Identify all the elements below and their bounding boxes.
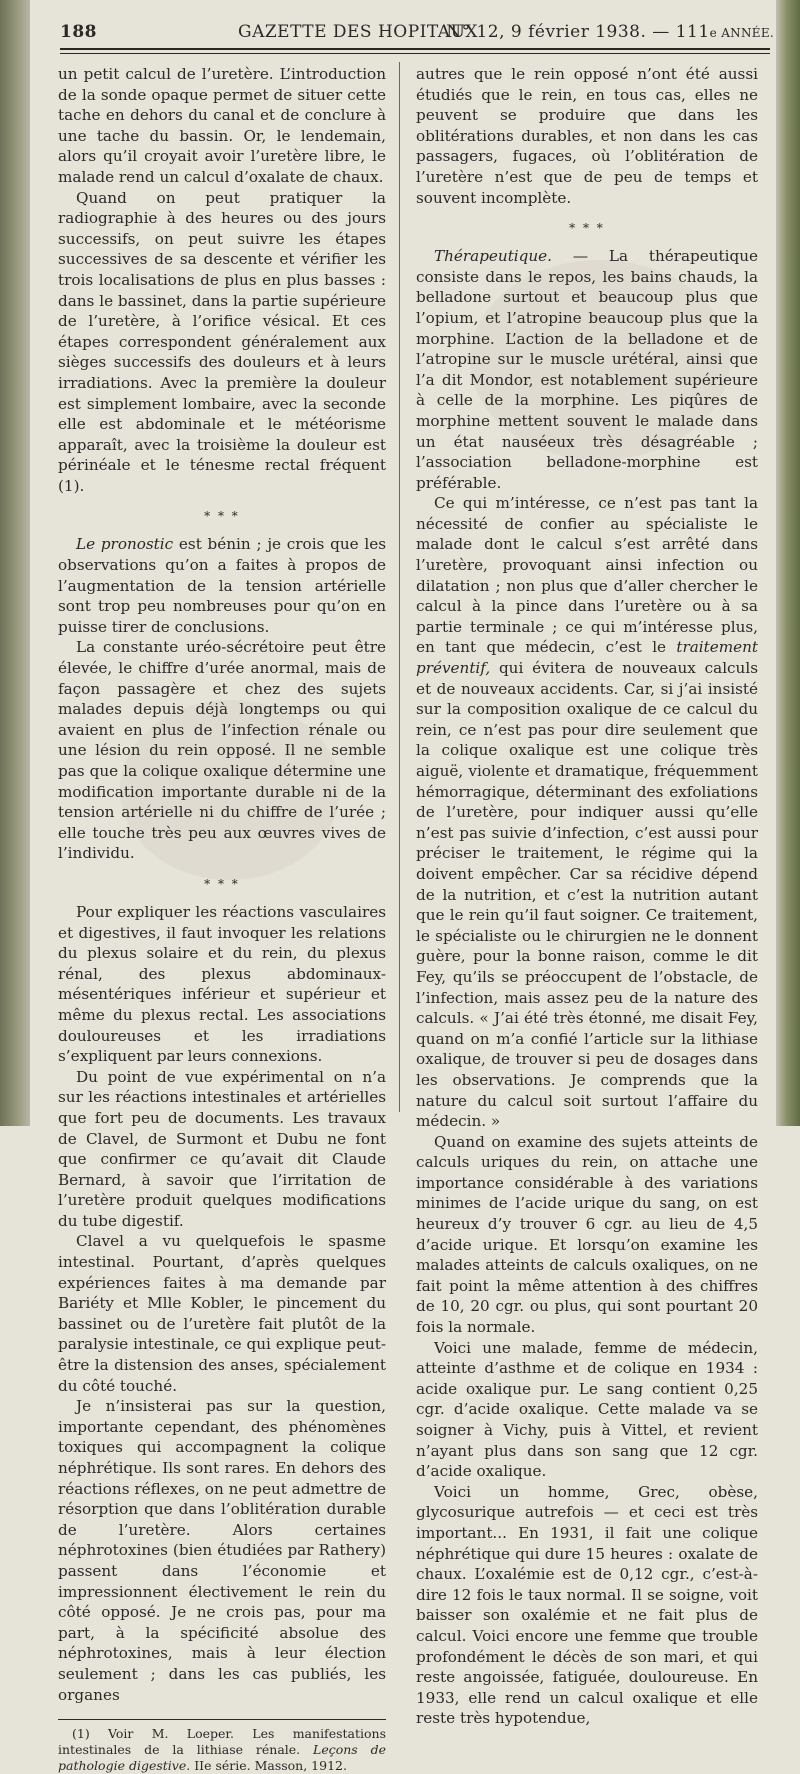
paragraph: Voici une malade, femme de médecin, atteinte d’asthme et de colique en 1934 : acide oxalique pur. Le sang contient 0,25 cgr. d’acide oxalique. Cette malade va se soigner à Vichy, puis à Vittel, et revient n’ayant plus dans son sang que 12 cgr. d’acide oxalique.	[416, 1338, 758, 1481]
right-column	[416, 64, 758, 1729]
page-header	[60, 22, 774, 44]
footnote	[58, 1726, 386, 1774]
footnote-text-end: IIe série. Masson, 1912.	[190, 1758, 347, 1774]
paragraph: Du point de vue expérimental on n’a sur les réactions intestinales et artérielles que fort peu de documents. Les travaux de Clavel, de Surmont et Dubu ne font que confirmer ce qu’avait dit Claude Bernard, à savoir que l’irritation de l’uretère produit quelques modifications du tube digestif.	[58, 1067, 386, 1230]
column-divider	[399, 62, 400, 1112]
footnote-book-title: Leçons de pathologie digestive.	[58, 1742, 386, 1774]
section-heading-pronostic: Le pronostic	[76, 535, 174, 554]
paragraph-text: est bénin ; je crois que les observations qu’on a faites à propos de l’augmentation de la tension artérielle sont trop peu nombreuses pour qu’on en puisse tirer de conclusions.	[58, 535, 386, 636]
issue-info	[446, 22, 774, 42]
paragraph: Quand on peut pratiquer la radiographie à des heures ou des jours successifs, on peut suivre les étapes successives de sa descente et vérifier les trois localisations de plus en plus basses : dans le bassinet, dans la partie supérieure de l’uretère, à l’orifice vésical. Et ces étapes correspondent généralement aux sièges successifs des douleurs et à leurs irradiations. Avec la première la douleur est simplement lombaire, avec la seconde elle est abdominale et le météorisme apparaît, avec la troisième la douleur est périnéale et le ténesme rectal fréquent (1).	[58, 188, 386, 495]
issue-year-label: e ANNÉE.	[709, 26, 774, 40]
section-separator-stars: * * *	[569, 221, 605, 236]
paragraph: autres que le rein opposé n’ont été aussi étudiés que le rein, en tous cas, elles ne peuvent se produire que dans les oblitérations durables, et non dans les cas passagers, fugaces, où l’oblitération de l’uretère n’est que de peu de temps et souvent incomplète.	[416, 65, 758, 207]
section-heading-therapeutique: Thérapeutique.	[434, 247, 552, 266]
paragraph	[416, 493, 758, 1131]
page-number: 188	[60, 22, 97, 42]
paragraph: Voici un homme, Grec, obèse, glycosurique autrefois — et ceci est très important... En 1931, il fait une colique néphrétique qui dure 15 heures : oxalate de chaux. L’oxalémie est de 0,12 cgr., c’est-à-dire 12 fois le taux normal. Il se soigne, voit baisser son oxalémie et ne fait plus de calcul. Voici encore une femme que trouble profondément le décès de son mari, et qui reste angoissée, fatiguée, douloureuse. En 1933, elle rend un calcul oxalique et elle reste très hypotendue,	[416, 1482, 758, 1728]
paragraph: un petit calcul de l’uretère. L’introduction de la sonde opaque permet de situer cette tache en dehors du canal et de conclure à une tache du bassin. Or, le lendemain, alors qu’il croyait avoir l’uretère libre, le malade rend un calcul d’oxalate de chaux.	[58, 65, 386, 186]
paragraph: Je n’insisterai pas sur la question, importante cependant, des phénomènes toxiques qui accompagnent la colique néphrétique. Ils sont rares. En dehors des réactions réflexes, on ne peut admettre de résorption que dans l’oblitération durable de l’uretère. Alors certaines néphrotoxines (bien étudiées par Rathery) passent dans l’économie et impressionnent électivement le rein du côté opposé. Je ne crois pas, pour ma part, à la spécificité absolue des néphrotoxines, mais à leur élection seulement ; dans les cas publiés, les organes	[58, 1397, 386, 1704]
emphasis-traitement-preventif: traitement préventif,	[416, 638, 758, 678]
footnote-text: (1) Voir M. Loeper. Les manifestations intestinales de la lithiase rénale.	[58, 1726, 386, 1758]
paragraph: Quand on examine des sujets atteints de calculs uriques du rein, on attache une importance considérable à des variations minimes de l’acide urique du sang, on est heureux d’y trouver 6 cgr. au lieu de 4,5 d’acide urique. Et lorsqu’on examine les malades atteints de calculs oxaliques, on ne fait point la même attention à des chiffres de 10, 20 cgr. ou plus, qui sont pourtant 20 fois la normale.	[416, 1132, 758, 1337]
paragraph-text-continued: qui évitera de nouveaux calculs et de nouveaux accidents. Car, si j’ai insisté sur la composition oxalique de ce calcul du rein, ce n’est pas pour dire seulement que la colique oxalique est une colique très aiguë, violente et dramatique, fréquemment hémorragique, déterminant des exfoliations de l’uretère, pour indiquer aussi qu’elle n’est pas suivie d’infection, c’est aussi pour préciser le traitement, le régime qui la doivent empêcher. Car sa récidive dépend de la nutrition, et c’est la nutrition autant que le rein qu’il faut soigner. Ce traitement, le spécialiste ou le chirurgien ne le donnent guère, pour la bonne raison, comme le dit Fey, qu’ils se préoccupent de l’obstacle, de l’infection, mais assez peu de la nature des calculs. « J’ai été très étonné, me disait Fey, quand on m’a confié l’article sur la lithiase oxalique, de trouver si peu de dosages dans les observations. Je comprends que la nature du calcul soit surtout l’affaire du médecin. »	[416, 659, 758, 1131]
journal-title: GAZETTE DES HOPITAUX	[238, 22, 479, 42]
header-rule	[60, 48, 770, 50]
issue-date: N° 12, 9 février 1938. — 111	[446, 22, 710, 42]
header-rule-thin	[60, 53, 770, 54]
left-column	[58, 64, 386, 1774]
paragraph-text: Ce qui m’intéresse, ce n’est pas tant la nécessité de confier au spécialiste le malade dont le calcul s’est arrêté dans l’uretère, provoquant ainsi infection ou dilatation ; non plus que d’aller chercher le calcul à la pince dans l’uretère ou à sa partie terminale ; ce qui m’intéresse plus, en tant que médecin, c’est le	[416, 494, 758, 657]
page-edge-right	[776, 0, 800, 1126]
paragraph	[58, 534, 386, 637]
paragraph: La constante uréo-sécrétoire peut être élevée, le chiffre d’urée anormal, mais de façon passagère et chez des sujets malades depuis déjà longtemps ou qui avaient en plus de l’infection rénale ou une lésion du rein opposé. Il ne semble pas que la colique oxalique détermine une modification importante durable ni de la tension artérielle ni du chiffre de l’urée ; elle touche très peu aux œuvres vives de l’individu.	[58, 638, 386, 863]
paragraph-text: — La thérapeutique consiste dans le repos, les bains chauds, la belladone surtout et beaucoup plus que l’opium, et l’atropine beaucoup plus que la morphine. L’action de la belladone et de l’atropine sur le muscle urétéral, ainsi que l’a dit Mondor, est notablement supérieure à celle de la morphine. Les piqûres de morphine mettent souvent le malade dans un état nauséeux très désagréable ; l’association belladone-morphine est préférable.	[416, 247, 758, 492]
section-separator-stars: * * *	[204, 876, 240, 891]
footnote-rule	[58, 1719, 386, 1720]
paragraph: Clavel a vu quelquefois le spasme intestinal. Pourtant, d’après quelques expériences faites à ma demande par Bariéty et Mlle Kobler, le pincement du bassinet ou de l’uretère fait plutôt de la paralysie intestinale, ce qui explique peut-être la distension des anses, spécialement du côté touché.	[58, 1232, 386, 1395]
paragraph	[416, 246, 758, 493]
section-separator-stars: * * *	[204, 509, 240, 524]
page-edge-left	[0, 0, 30, 1126]
newspaper-page	[52, 0, 774, 1774]
paragraph: Pour expliquer les réactions vasculaires et digestives, il faut invoquer les relations du plexus solaire et du rein, du plexus rénal, des plexus abdominaux-mésentériques inférieur et supérieur et même du plexus rectal. Les associations douloureuses et les irradiations s’expliquent par leurs connexions.	[58, 902, 386, 1066]
